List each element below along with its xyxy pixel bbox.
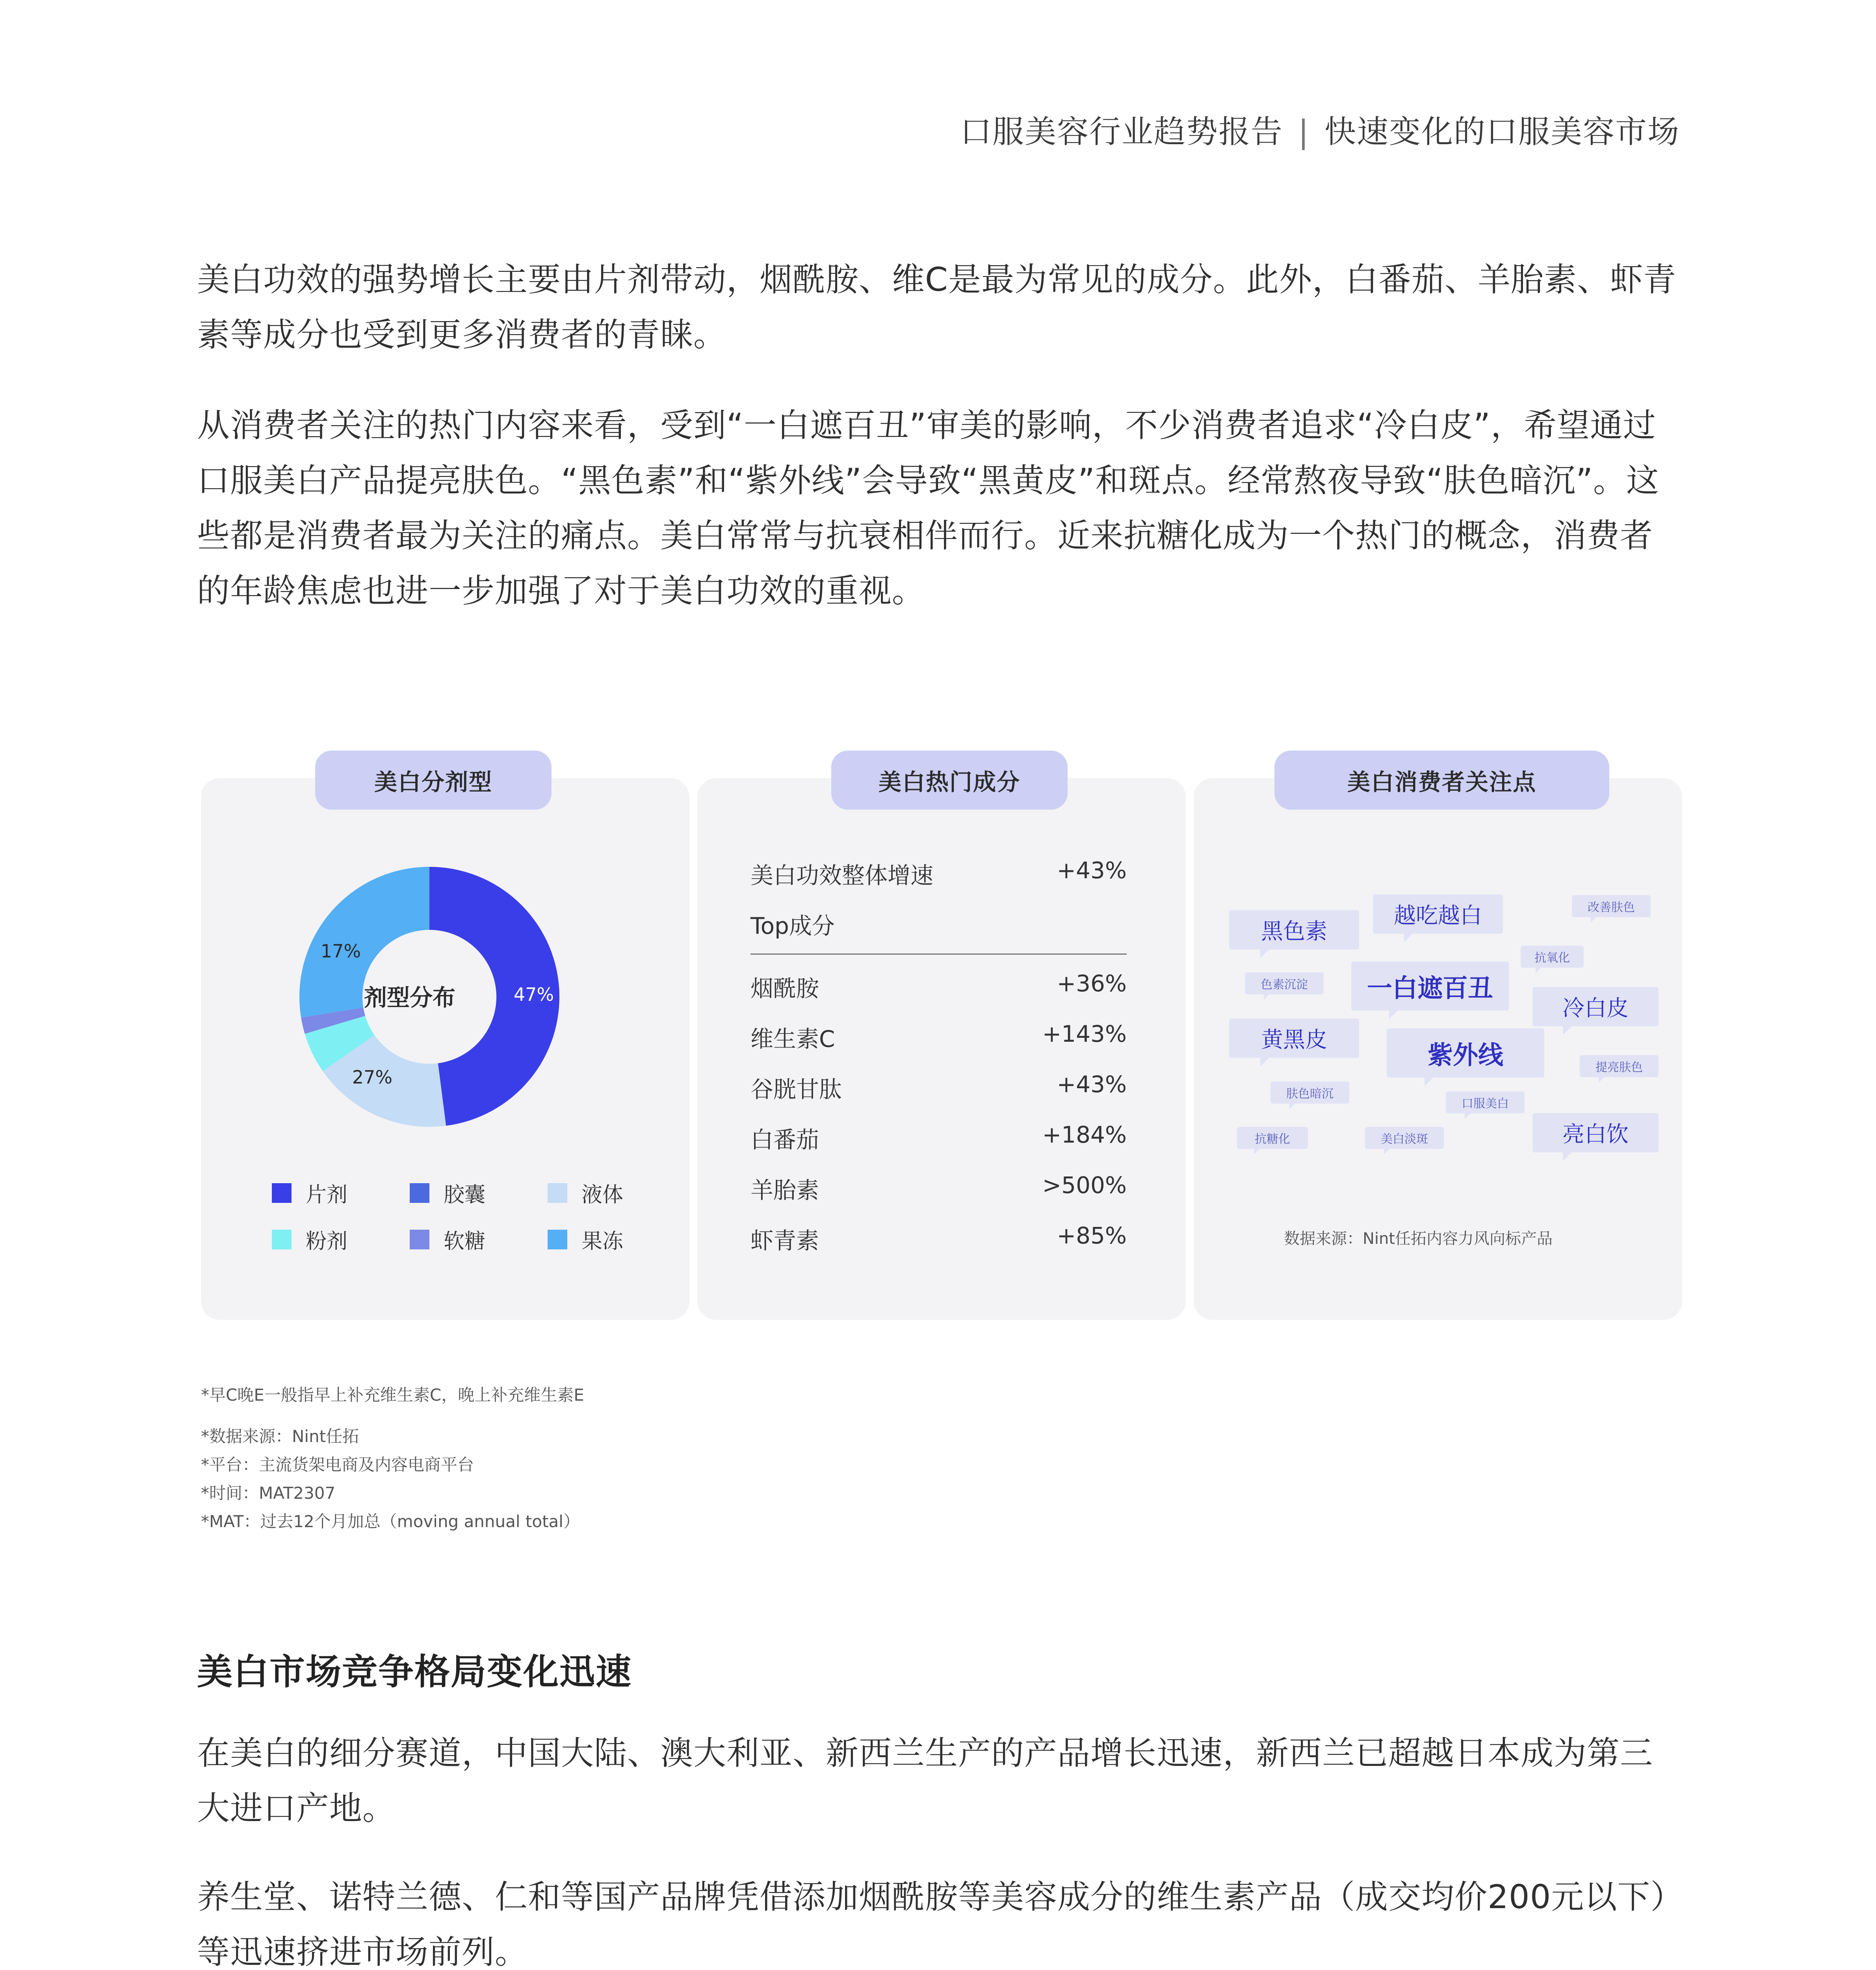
overall-growth-row	[750, 857, 1127, 890]
running-header	[960, 106, 1680, 152]
top-ingredients-header	[750, 907, 1127, 940]
ingredient-growth: +143%	[1042, 1020, 1127, 1047]
donut-label-jelly: 27%	[352, 1067, 393, 1088]
concern-tag: 抗氧化	[1521, 946, 1584, 968]
ingredient-name: 羊胎素	[750, 1177, 819, 1204]
ingredient-row	[750, 970, 1127, 1003]
legend-label: 片剂	[306, 1183, 347, 1207]
concern-tag: 黑色素	[1229, 910, 1359, 950]
paragraph-section2-1: 在美白的细分赛道，中国大陆、澳大利亚、新西兰生产的产品增长迅速，新西兰已超越日本成为第三大进口产地。	[197, 1734, 1653, 1827]
concern-tag: 色素沉淀	[1245, 972, 1324, 994]
concern-tag: 一白遮百丑	[1351, 961, 1509, 1011]
ingredient-row	[750, 1172, 1127, 1205]
footnote: *平台：主流货架电商及内容电商平台	[201, 1455, 474, 1474]
footnote: *时间：MAT2307	[201, 1483, 336, 1503]
legend-label: 液体	[581, 1183, 623, 1207]
paragraph-section2-2: 养生堂、诺特兰德、仁和等国产品牌凭借添加烟酰胺等美容成分的维生素产品（成交均价200元以下）等迅速挤进市场前列。	[197, 1878, 1667, 1970]
ingredient-row	[750, 1222, 1127, 1255]
legend-swatch	[410, 1230, 429, 1249]
ingredient-row	[750, 1020, 1127, 1054]
ingredients-divider	[750, 953, 1127, 955]
top-ingredients-label: Top成分	[750, 913, 835, 939]
overall-growth-value: +43%	[1057, 857, 1127, 884]
legend-item-jelly	[548, 1225, 623, 1254]
legend-item-tablet	[272, 1178, 347, 1208]
concern-tag: 黄黑皮	[1229, 1018, 1359, 1058]
report-title: 口服美容行业趋势报告	[960, 113, 1283, 150]
ingredient-growth: >500%	[1042, 1172, 1127, 1199]
donut-label-liquid: 17%	[320, 940, 361, 962]
legend-item-capsule	[410, 1178, 485, 1208]
header-separator: |	[1298, 113, 1309, 150]
ingredient-name: 白番茄	[750, 1126, 819, 1153]
legend-label: 果冻	[581, 1229, 623, 1253]
concern-tag: 亮白饮	[1532, 1113, 1659, 1152]
ingredient-growth: +36%	[1057, 970, 1127, 997]
concern-tag: 提亮肤色	[1580, 1055, 1659, 1077]
concern-tag: 口服美白	[1446, 1091, 1525, 1113]
ingredient-growth: +85%	[1057, 1222, 1127, 1249]
concern-tag: 美白淡斑	[1365, 1127, 1444, 1149]
footnote: *MAT：过去12个月加总（moving annual total）	[201, 1512, 580, 1531]
ingredient-growth: +43%	[1057, 1071, 1127, 1098]
legend-label: 软糖	[444, 1229, 485, 1253]
legend-item-liquid	[548, 1178, 623, 1208]
ingredient-row	[750, 1121, 1127, 1154]
concern-tag: 改善肤色	[1572, 895, 1651, 917]
legend-label: 粉剂	[306, 1229, 347, 1253]
concern-tag: 越吃越白	[1373, 894, 1503, 934]
dosage-panel-title: 美白分剂型	[315, 751, 552, 810]
concerns-source-note: 数据来源：Nint任拓内容力风向标产品	[1283, 1230, 1553, 1248]
paragraph-intro-2: 从消费者关注的热门内容来看，受到“一白遮百丑”审美的影响，不少消费者追求“冷白皮”，希望通过口服美白产品提亮肤色。“黑色素”和“紫外线”会导致“黑黄皮”和斑点。经常熬夜导致“肤色暗沉”。这些都是消费者最为关注的痛点。美白常常与抗衰相伴而行。近来抗糖化成为一个热门的概念，消费者的年龄焦虑也进一步加强了对于美白功效的重视。	[197, 406, 1659, 610]
ingredient-name: 谷胱甘肽	[750, 1076, 842, 1103]
concerns-panel-title: 美白消费者关注点	[1274, 751, 1609, 810]
section-title: 快速变化的口服美容市场	[1324, 113, 1680, 150]
ingredient-row	[750, 1071, 1127, 1104]
donut-center-label: 剂型分布	[364, 984, 456, 1011]
overall-growth-label: 美白功效整体增速	[750, 862, 934, 889]
legend-swatch	[272, 1183, 292, 1203]
legend-item-gummy	[410, 1225, 485, 1254]
footnote: *数据来源：Nint任拓	[201, 1427, 359, 1446]
legend-label: 胶囊	[444, 1183, 485, 1207]
legend-swatch	[548, 1230, 567, 1249]
ingredient-growth: +184%	[1042, 1121, 1127, 1148]
ingredient-name: 维生素C	[750, 1026, 835, 1052]
concern-tag: 紫外线	[1387, 1028, 1544, 1078]
section-heading: 美白市场竞争格局变化迅速	[197, 1651, 632, 1693]
donut-label-tablet: 47%	[513, 984, 554, 1005]
legend-swatch	[410, 1183, 429, 1203]
legend-swatch	[272, 1230, 292, 1249]
concern-tag: 抗糖化	[1237, 1127, 1308, 1149]
ingredient-name: 虾青素	[750, 1227, 819, 1254]
concern-tag: 冷白皮	[1532, 987, 1659, 1026]
concern-tag: 肤色暗沉	[1270, 1082, 1349, 1104]
legend-item-powder	[272, 1225, 347, 1254]
dosage-donut-chart	[299, 867, 567, 1135]
ingredient-name: 烟酰胺	[750, 975, 819, 1002]
paragraph-intro-1: 美白功效的强势增长主要由片剂带动，烟酰胺、维C是最为常见的成分。此外，白番茄、羊胎素、虾青素等成分也受到更多消费者的青睐。	[197, 260, 1676, 354]
ingredients-panel-title: 美白热门成分	[831, 751, 1068, 810]
legend-swatch	[548, 1183, 567, 1203]
footnote: *早C晚E一般指早上补充维生素C，晚上补充维生素E	[201, 1385, 584, 1405]
